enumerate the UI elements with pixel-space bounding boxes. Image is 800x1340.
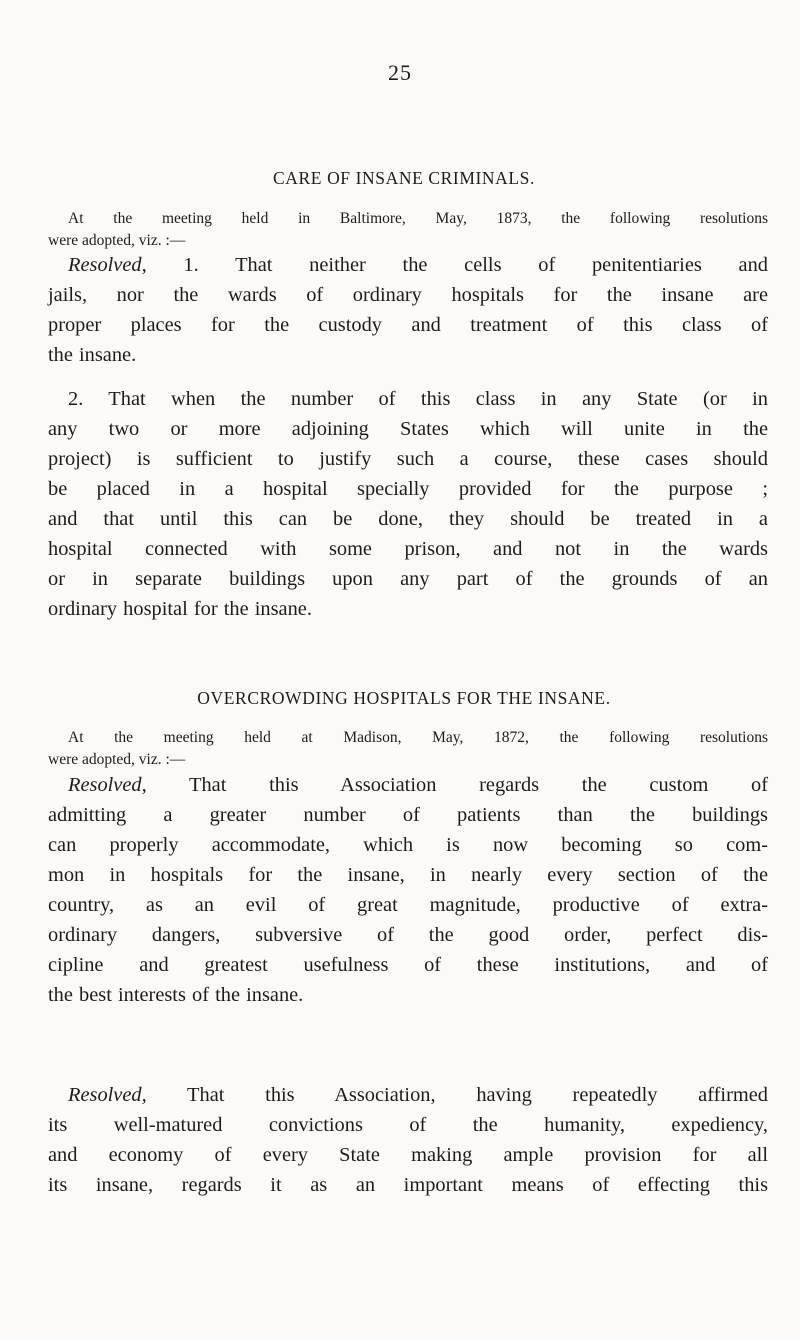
- text-line: be placed in a hospital specially provided for the purpose ;: [48, 478, 768, 500]
- text-line: any two or more adjoining States which will unite in the: [48, 418, 768, 440]
- text-line: its insane, regards it as an important means of effecting this: [48, 1174, 768, 1196]
- resolution-text: That this Association regards the custom of: [146, 774, 768, 796]
- text-line: At the meeting held at Madison, May, 1872, the following resolutions: [68, 729, 768, 746]
- text-line: admitting a greater number of patients than the buildings: [48, 804, 768, 826]
- text-line: were adopted, viz. :—: [48, 232, 186, 249]
- text-line: and that until this can be done, they should be treated in a: [48, 508, 768, 530]
- text-line: [48, 250, 768, 280]
- resolved-label: Resolved,: [68, 774, 147, 796]
- text-line: the best interests of the insane.: [48, 984, 304, 1006]
- text-line: [48, 770, 768, 800]
- section1-resolution-1: [48, 250, 768, 370]
- section1-resolution-2: [48, 384, 768, 624]
- page-number: 25: [388, 60, 412, 85]
- text-line: were adopted, viz. :—: [48, 751, 186, 768]
- text-line: ordinary dangers, subversive of the good order, perfect dis-: [48, 924, 768, 946]
- text-line: and economy of every State making ample provision for all: [48, 1144, 768, 1166]
- text-line: mon in hospitals for the insane, in nearly every section of the: [48, 864, 768, 886]
- text-line: or in separate buildings upon any part of the grounds of an: [48, 568, 768, 590]
- text-line: jails, nor the wards of ordinary hospitals for the insane are: [48, 284, 768, 306]
- text-line: 2. That when the number of this class in any State (or in: [68, 388, 768, 410]
- text-line: At the meeting held in Baltimore, May, 1873, the following resolutions: [68, 210, 768, 227]
- text-line: the insane.: [48, 344, 137, 366]
- text-line: country, as an evil of great magnitude, productive of extra-: [48, 894, 768, 916]
- resolution-text: That this Association, having repeatedly affirmed: [146, 1084, 768, 1106]
- resolved-label: Resolved,: [68, 1084, 147, 1106]
- text-line: hospital connected with some prison, and not in the wards: [48, 538, 768, 560]
- text-line: project) is sufficient to justify such a course, these cases should: [48, 448, 768, 470]
- text-line: can properly accommodate, which is now becoming so com-: [48, 834, 768, 856]
- section2-resolution-2: [48, 1080, 768, 1200]
- section1-intro: [48, 208, 768, 252]
- text-line: proper places for the custody and treatment of this class of: [48, 314, 768, 336]
- section2-intro: [48, 727, 768, 771]
- text-line: ordinary hospital for the insane.: [48, 598, 312, 620]
- section-heading-overcrowding: OVERCROWDING HOSPITALS FOR THE INSANE.: [197, 688, 611, 708]
- resolution-text: 1. That neither the cells of penitentiaries and: [146, 254, 768, 276]
- text-line: cipline and greatest usefulness of these institutions, and of: [48, 954, 768, 976]
- text-line: [48, 1080, 768, 1110]
- section-heading-insane-criminals: CARE OF INSANE CRIMINALS.: [273, 168, 535, 188]
- resolved-label: Resolved,: [68, 254, 147, 276]
- text-line: its well-matured convictions of the humanity, expediency,: [48, 1114, 768, 1136]
- section2-resolution-1: [48, 770, 768, 1010]
